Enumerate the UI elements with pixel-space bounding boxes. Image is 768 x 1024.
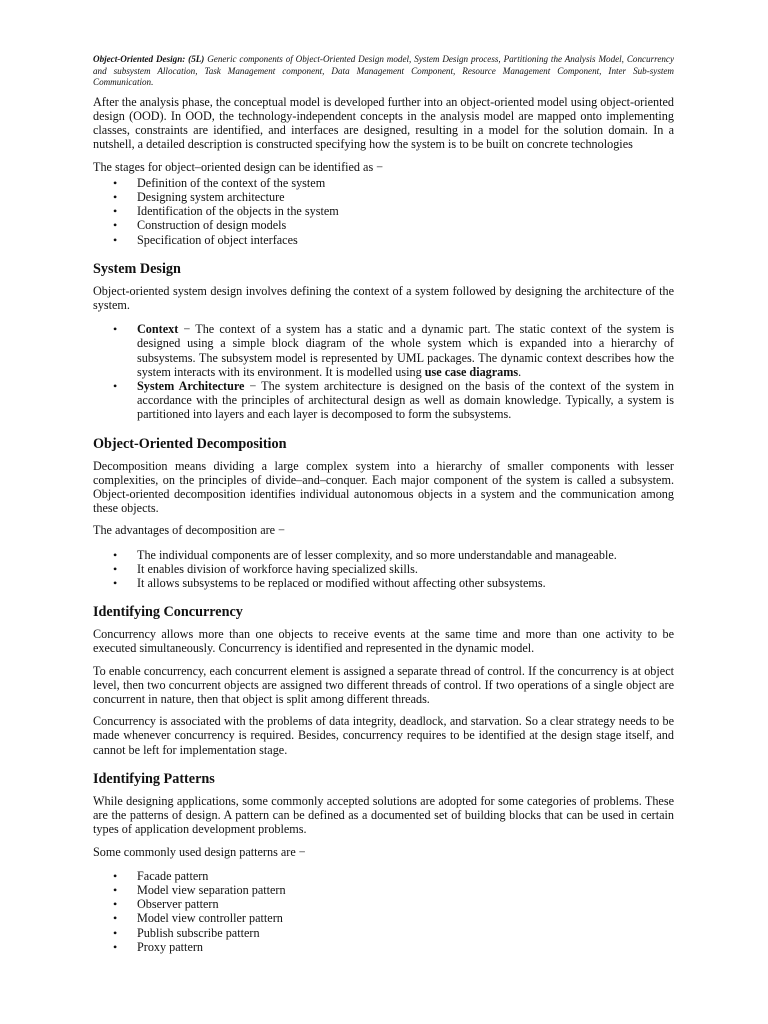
decomposition-paragraph: Decomposition means dividing a large complex system into a hierarchy of smaller components with lesser complexities, on the principles of divide–and–conquer. Each major component of the system is called a subsystem. Object-oriented decomposition identifies individual autonomous objects in a system and the communication among these objects. — [93, 458, 674, 516]
architecture-text: − The system architecture is designed on the basis of the context of the system in accordance with the principles of architectural design as well as domain knowledge. Typically, a system is partitioned into layers and each layer is decomposed to form the subsystems. — [137, 379, 674, 422]
context-text: − The context of a system has a static and a dynamic part. The static context of the system is designed using a simple block diagram of the whole system which is expanded into a hierarchy of subsystems. The subsystem model is represented by UML packages. The dynamic context describes how the system interacts with its environment. It is modelled using — [137, 322, 674, 379]
concurrency-paragraph-1: Concurrency allows more than one objects to receive events at the same time and more than one activity to be executed simultaneously. Concurrency is identified and represented in the dynamic model. — [93, 627, 674, 656]
system-design-paragraph: Object-oriented system design involves defining the context of a system followed by designing the architecture of the system. — [93, 283, 674, 313]
syllabus-title: Object-Oriented Design: (5L) — [93, 54, 205, 64]
patterns-list-intro: Some commonly used design patterns are − — [93, 844, 306, 859]
term-system-architecture: System Architecture — [137, 379, 245, 394]
list-item: • The individual components are of lesser complexity, and so more understandable and manageable. — [137, 548, 674, 562]
list-item: • Construction of design models — [137, 218, 674, 232]
list-item: • Observer pattern — [137, 897, 674, 911]
section-heading-concurrency: Identifying Concurrency — [93, 604, 243, 621]
patterns-list — [93, 869, 674, 954]
list-item: • Definition of the context of the system — [137, 176, 674, 190]
advantages-intro: The advantages of decomposition are − — [93, 523, 285, 538]
list-item: • Specification of object interfaces — [137, 233, 674, 247]
concurrency-paragraph-3: Concurrency is associated with the problems of data integrity, deadlock, and starvation. So a clear strategy needs to be made whenever concurrency is required. Besides, concurrency requires to be identified at the design stage itself, and cannot be left for implementation stage. — [93, 714, 674, 757]
intro-paragraph: After the analysis phase, the conceptual model is developed further into an object-oriented model using object-oriented design (OOD). In OOD, the technology-independent concepts in the analysis model are mapped onto implementing classes, constraints are identified, and interfaces are designed, resulting in a model for the solution domain. In a nutshell, a detailed description is constructed specifying how the system is to be built on concrete technologies — [93, 94, 674, 152]
list-item: • It enables division of workforce having specialized skills. — [137, 562, 674, 576]
term-context: Context — [137, 322, 179, 337]
syllabus-note — [93, 54, 674, 89]
section-heading-decomposition: Object-Oriented Decomposition — [93, 435, 287, 452]
list-item-architecture — [137, 379, 674, 422]
stages-intro: The stages for object–oriented design can be identified as − — [93, 159, 384, 174]
section-heading-system-design: System Design — [93, 260, 181, 277]
list-item: • Model view controller pattern — [137, 911, 674, 925]
list-item: • Publish subscribe pattern — [137, 926, 674, 940]
syllabus-topics: Generic components of Object-Oriented Design model, System Design process, Partitioning the Analysis Model, Concurrency and subsystem Allocation, Task Management component, Data Management Component, Resource Management Component, Inter Sub-system Communication. — [93, 54, 674, 88]
list-item: • Identification of the objects in the system — [137, 204, 674, 218]
system-design-list — [93, 322, 674, 421]
list-item: • Proxy pattern — [137, 940, 674, 954]
document-page — [93, 54, 674, 960]
list-item-context — [137, 322, 674, 379]
advantages-list — [93, 548, 674, 591]
context-end: . — [518, 364, 522, 379]
stages-list — [93, 176, 674, 247]
list-item: • Model view separation pattern — [137, 883, 674, 897]
list-item: • It allows subsystems to be replaced or modified without affecting other subsystems. — [137, 576, 674, 590]
patterns-paragraph: While designing applications, some commonly accepted solutions are adopted for some categories of problems. These are the patterns of design. A pattern can be defined as a documented set of building blocks that can be used in certain types of application development problems. — [93, 793, 674, 837]
term-use-case-diagrams: use case diagrams — [424, 364, 519, 379]
concurrency-paragraph-2: To enable concurrency, each concurrent element is assigned a separate thread of control. If the concurrency is at object level, then two concurrent objects are assigned two different threads of control. If two operations of a single object are concurrent in nature, then that object is split among different threads. — [93, 663, 674, 707]
section-heading-patterns: Identifying Patterns — [93, 770, 215, 787]
list-item: • Facade pattern — [137, 869, 674, 883]
list-item: • Designing system architecture — [137, 190, 674, 204]
